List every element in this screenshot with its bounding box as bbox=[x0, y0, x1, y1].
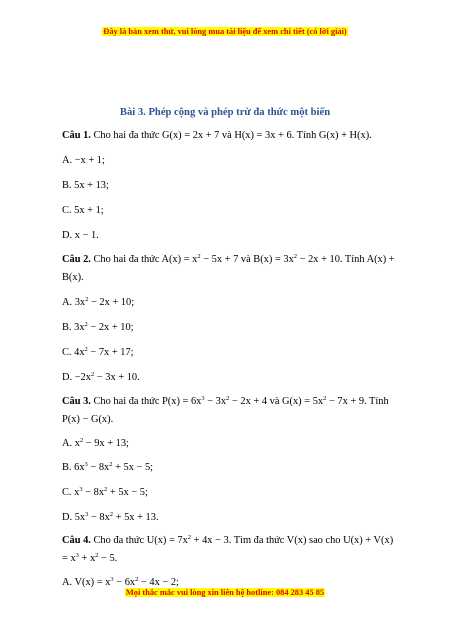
question-2-option-a: A. $3x^2 - 2x + 10$; bbox=[62, 296, 135, 308]
preview-notice-banner: Đây là bản xem thử, vui lòng mua tài liệu để xem chi tiết (có lời giải) bbox=[103, 27, 347, 36]
question-2-option-b: B. $3x^2 - 2x + 10$; bbox=[62, 321, 134, 333]
question-1-option-a: A. −x + 1; bbox=[62, 155, 105, 166]
question-2-option-c: C. $4x^2 - 7x + 17$; bbox=[62, 346, 134, 358]
question-2-option-d: D. $-2x^2 - 3x + 10$. bbox=[62, 371, 140, 383]
question-1-option-b: B. 5x + 13; bbox=[62, 180, 109, 191]
question-3-label: Câu 3. bbox=[62, 396, 91, 407]
question-2-stem bbox=[62, 254, 395, 266]
question-3-text-cont: P(x) − G(x). bbox=[62, 414, 114, 425]
question-2-text-cont: B(x). bbox=[62, 272, 84, 283]
question-3-option-b: B. $6x^3 - 8x^2 + 5x - 5$; bbox=[62, 461, 154, 473]
question-4-text-cont: = $x^3 + x^2 - 5$. bbox=[62, 552, 118, 564]
question-1-option-c: C. 5x + 1; bbox=[62, 205, 104, 216]
question-4-stem bbox=[62, 535, 393, 547]
question-3-text: Cho hai đa thức $P(x) = 6x^3 - 3x^2 - 2x + 4$ và $G(x) = 5x^2 - 7x + 9$. Tính bbox=[93, 395, 389, 407]
question-2-label: Câu 2. bbox=[62, 254, 91, 265]
question-1-option-d: D. x − 1. bbox=[62, 230, 99, 241]
question-1-stem bbox=[62, 130, 372, 142]
question-1-text: Cho hai đa thức G(x) = 2x + 7 và H(x) = 3x + 6. Tính G(x) + H(x). bbox=[93, 130, 372, 141]
hotline-footer-banner: Mọi thắc mắc vui lòng xin liên hệ hotline: 084 283 45 85 bbox=[125, 588, 325, 597]
question-4-text: Cho đa thức $U(x) = 7x^2 + 4x - 3$. Tìm đa thức V(x) sao cho U(x) + V(x) bbox=[93, 534, 394, 546]
lesson-title: Bài 3. Phép cộng và phép trừ đa thức một biến bbox=[119, 107, 331, 118]
question-2-text: Cho hai đa thức $A(x) = x^2 - 5x + 7$ và $B(x) = 3x^2 - 2x + 10$. Tính A(x) + bbox=[93, 253, 395, 265]
question-3-stem bbox=[62, 396, 389, 408]
question-4-option-a: A. $V(x) = x^3 - 6x^2 - 4x - 2$; bbox=[62, 576, 179, 588]
question-3-option-a: A. $x^2 - 9x + 13$; bbox=[62, 437, 129, 449]
question-1-label: Câu 1. bbox=[62, 130, 91, 141]
question-4-label: Câu 4. bbox=[62, 535, 91, 546]
question-3-option-c: C. $x^3 - 8x^2 + 5x - 5$; bbox=[62, 486, 148, 498]
question-3-option-d: D. $5x^3 - 8x^2 + 5x + 13$. bbox=[62, 511, 159, 523]
